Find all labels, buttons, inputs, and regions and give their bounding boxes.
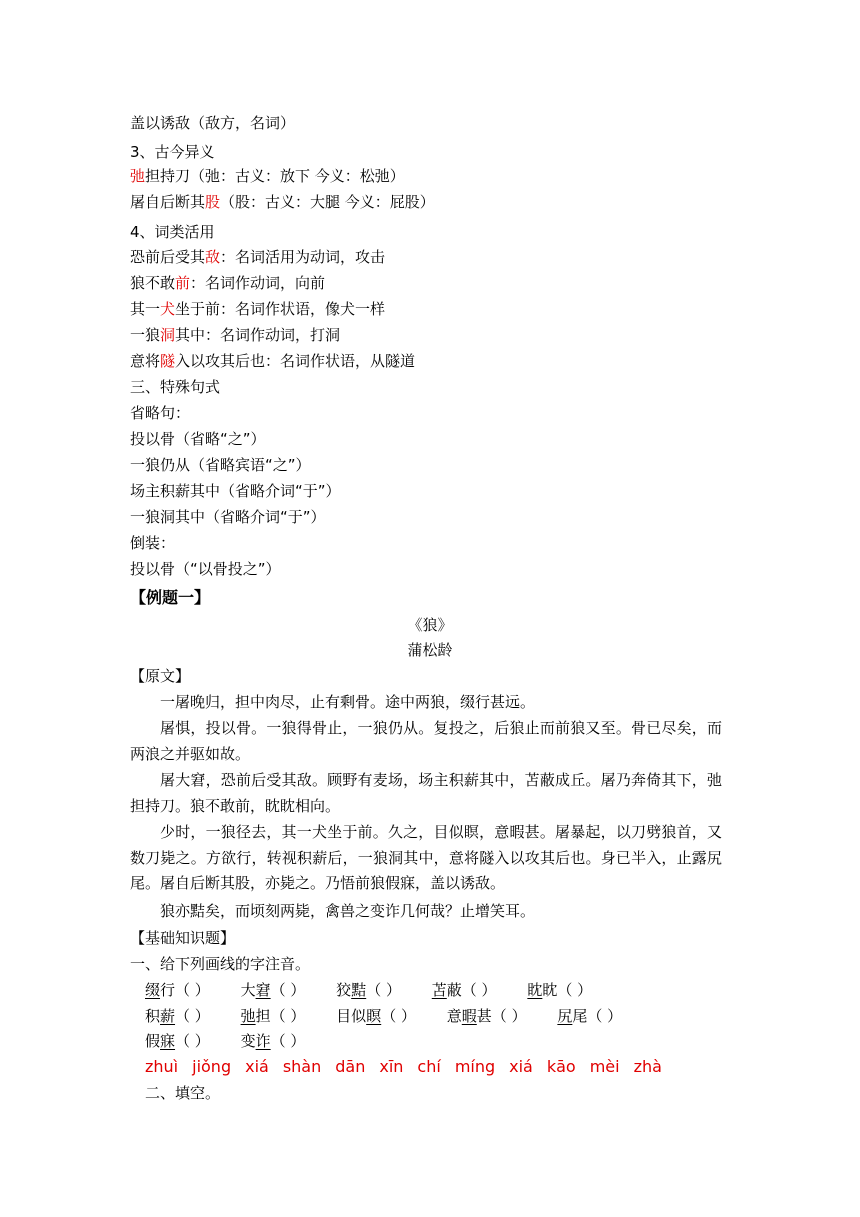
phonetic-item: 狡黠（ ） bbox=[336, 981, 401, 999]
line-text: 入以攻其后也：名词作状语，从隧道 bbox=[175, 352, 416, 370]
exercise-heading: 【基础知识题】 bbox=[130, 929, 236, 947]
original-text-paragraph: 狼亦黠矣，而顷刻两毙，禽兽之变诈几何哉？止增笑耳。 bbox=[160, 902, 536, 920]
question-1: 一、给下列画线的字注音。 bbox=[130, 955, 311, 973]
phonetic-item: 目似瞑（ ） bbox=[336, 1007, 416, 1025]
line-text: 恐前后受其 bbox=[130, 248, 206, 266]
pinyin-item: xīn bbox=[379, 1057, 404, 1076]
huoyong-line-4 bbox=[130, 325, 340, 345]
original-text-paragraph: 一屠晚归，担中肉尽，止有剩骨。途中两狼，缀行甚远。 bbox=[160, 693, 536, 711]
highlight-char: 隧 bbox=[160, 352, 176, 370]
poem-title: 《狼》 bbox=[407, 616, 453, 634]
line-text: ：名词活用为动词，攻击 bbox=[220, 248, 386, 266]
pinyin-item: dān bbox=[335, 1057, 366, 1076]
underlined-char: 窘 bbox=[255, 981, 271, 999]
phonetic-item: 大窘（ ） bbox=[240, 981, 306, 999]
pinyin-item: jiǒng bbox=[192, 1057, 232, 1076]
pinyin-item: chí bbox=[417, 1057, 441, 1076]
shenglue-line-4: 一狼洞其中（省略介词“于”） bbox=[130, 508, 326, 526]
phonetic-item: 假寐（ ） bbox=[145, 1032, 210, 1050]
pinyin-item: zhà bbox=[633, 1057, 662, 1076]
underlined-char: 苫 bbox=[431, 981, 447, 999]
phonetic-item: 尻尾（ ） bbox=[557, 1007, 623, 1025]
pinyin-item: xiá bbox=[509, 1057, 533, 1076]
phonetic-item: 眈眈（ ） bbox=[527, 981, 593, 999]
phonetic-row-2 bbox=[145, 1006, 622, 1026]
underlined-char: 缀 bbox=[145, 981, 161, 999]
shenglue-line-2: 一狼仍从（省略宾语“之”） bbox=[130, 456, 311, 474]
pinyin-item: míng bbox=[454, 1057, 496, 1076]
phonetic-item: 意暇甚（ ） bbox=[446, 1007, 527, 1025]
gujin-line-1 bbox=[130, 166, 405, 186]
pinyin-item: shàn bbox=[282, 1057, 322, 1076]
subheading-shenglue: 省略句： bbox=[130, 404, 191, 422]
line-text: 坐于前：名词作状语，像犬一样 bbox=[175, 300, 386, 318]
yuanwen-label: 【原文】 bbox=[130, 667, 191, 685]
line-text: 屠自后断其 bbox=[130, 193, 206, 211]
underlined-char: 瞑 bbox=[366, 1007, 382, 1025]
pinyin-answers bbox=[145, 1057, 676, 1077]
underlined-char: 黠 bbox=[351, 981, 367, 999]
pinyin-item: mèi bbox=[589, 1057, 620, 1076]
phonetic-item: 苫蔽（ ） bbox=[431, 981, 497, 999]
underlined-char: 眈 bbox=[527, 981, 543, 999]
underlined-char: 弛 bbox=[240, 1007, 256, 1025]
line-text: 其一 bbox=[130, 300, 161, 318]
highlight-char: 弛 bbox=[130, 167, 146, 185]
gujin-line-2 bbox=[130, 192, 435, 212]
underlined-char: 尻 bbox=[557, 1007, 573, 1025]
line-text: 意将 bbox=[130, 352, 161, 370]
pinyin-item: xiá bbox=[245, 1057, 269, 1076]
example-heading: 【例题一】 bbox=[130, 588, 211, 607]
highlight-char: 前 bbox=[175, 274, 191, 292]
huoyong-line-1 bbox=[130, 247, 385, 267]
phonetic-item: 积薪（ ） bbox=[145, 1007, 210, 1025]
phonetic-item: 变诈（ ） bbox=[240, 1032, 306, 1050]
underlined-char: 暇 bbox=[461, 1007, 477, 1025]
shenglue-line-1: 投以骨（省略“之”） bbox=[130, 430, 266, 448]
original-text-paragraph: 屠大窘，恐前后受其敌。顾野有麦场，场主积薪其中，苫蔽成丘。屠乃奔倚其下，弛担持刀。狼不敢前，眈眈相向。 bbox=[130, 771, 722, 815]
huoyong-line-3 bbox=[130, 299, 385, 319]
shenglue-line-3: 场主积薪其中（省略介词“于”） bbox=[130, 482, 341, 500]
subheading-daozhuang: 倒装： bbox=[130, 534, 176, 552]
underlined-char: 薪 bbox=[160, 1007, 176, 1025]
phonetic-row-1 bbox=[145, 980, 592, 1000]
section-title-huoyong: 4、词类活用 bbox=[130, 223, 215, 241]
highlight-char: 犬 bbox=[160, 300, 176, 318]
poem-author: 蒲松龄 bbox=[407, 641, 453, 659]
section-title-gujin: 3、古今异义 bbox=[130, 143, 215, 161]
section-title-special: 三、特殊句式 bbox=[130, 378, 221, 396]
huoyong-line-2 bbox=[130, 273, 325, 293]
original-text-paragraph: 屠惧，投以骨。一狼得骨止，一狼仍从。复投之，后狼止而前狼又至。骨已尽矣，而两浪之并驱如故。 bbox=[130, 719, 722, 763]
line-text: （股：古义：大腿 今义：屁股） bbox=[220, 193, 435, 211]
highlight-char: 股 bbox=[205, 193, 221, 211]
daozhuang-line-1: 投以骨（“以骨投之”） bbox=[130, 560, 281, 578]
question-2: 二、填空。 bbox=[145, 1084, 221, 1102]
line-text: 狼不敢 bbox=[130, 274, 176, 292]
line-text: 一狼 bbox=[130, 326, 161, 344]
pinyin-item: kāo bbox=[546, 1057, 576, 1076]
line-text: 其中：名词作动词，打洞 bbox=[175, 326, 341, 344]
phonetic-row-3 bbox=[145, 1031, 305, 1051]
highlight-char: 敌 bbox=[205, 248, 221, 266]
original-text-paragraph: 少时，一狼径去，其一犬坐于前。久之，目似瞑，意暇甚。屠暴起，以刀劈狼首，又数刀毙之。方欲行，转视积薪后，一狼洞其中，意将隧入以攻其后也。身已半入，止露尻尾。屠自后断其股，亦毙之。乃悟前狼假寐，盖以诱敌。 bbox=[130, 823, 722, 893]
phonetic-item: 缀行（ ） bbox=[145, 981, 210, 999]
underlined-char: 诈 bbox=[255, 1032, 271, 1050]
line-text: ：名词作动词，向前 bbox=[190, 274, 326, 292]
underlined-char: 寐 bbox=[160, 1032, 176, 1050]
huoyong-line-5 bbox=[130, 351, 415, 371]
pinyin-item: zhuì bbox=[145, 1057, 179, 1076]
phonetic-item: 弛担（ ） bbox=[240, 1007, 306, 1025]
line-text: 担持刀（弛：古义：放下 今义：松弛） bbox=[145, 167, 405, 185]
text-line: 盖以诱敌（敌方，名词） bbox=[130, 114, 296, 132]
highlight-char: 洞 bbox=[160, 326, 176, 344]
